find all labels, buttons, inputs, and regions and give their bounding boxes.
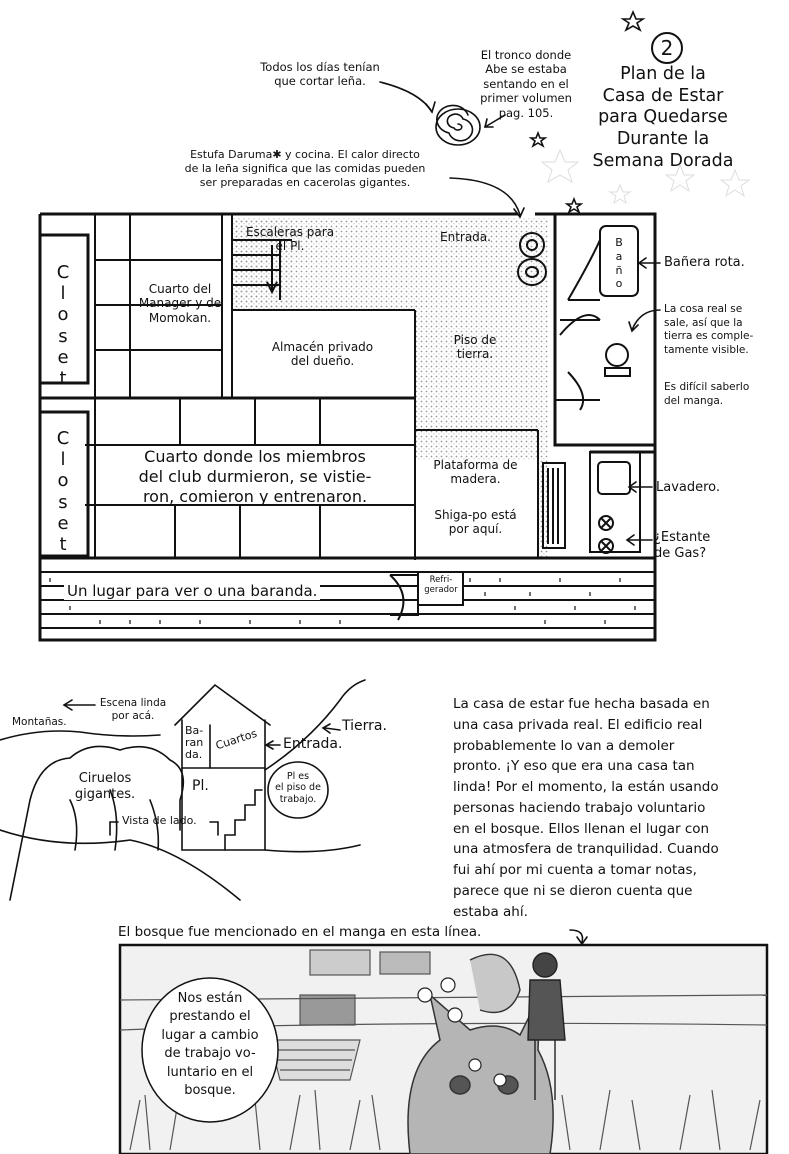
pl-note: Pl es el piso de trabajo. — [275, 771, 321, 805]
platform-label: Plataforma de madera. — [433, 458, 518, 487]
log-note: El tronco donde Abe se estaba sentando en el primer volumen pag. 105. — [480, 48, 572, 120]
laundry-label: Lavadero. — [656, 480, 721, 495]
speech-bubble-text: Nos están prestando el lugar a cambio de trabajo vo- luntario en el bosque. — [161, 991, 259, 1099]
mountains-label: Montañas. — [12, 716, 67, 728]
stove-note: Estufa Daruma✱ y cocina. El calor directo de la leña significa que las comidas pueden ser preparadas en cacerolas gigantes. — [184, 148, 426, 189]
ground-label: Tierra. — [342, 718, 387, 734]
fridge-label: Refri- gerador — [424, 575, 458, 596]
storage-label: Almacén privado del dueño. — [271, 340, 374, 369]
description-text: La casa de estar fue hecha basada en una casa privada real. El edificio real probablemente lo van a demoler pronto. ¡Y eso que era una casa tan linda! Por el momento, la están usando personas haciendo trabajo voluntario en el bosque. Ellos llenan el lugar con una atmosfera de tranquilidad. Cuando fui ahí por mi cuenta a tomar notas, parece que ni se dieron cuenta que estaba ahí. — [453, 696, 719, 920]
side-veranda-label: Ba- ran da. — [185, 724, 204, 762]
entrance-label: Entrada. — [440, 230, 491, 244]
side-view-caption: Vista de lado. — [122, 814, 197, 827]
club-room-label: Cuarto donde los miembros del club durmieron, se vistie- ron, comieron y entrenaron. — [138, 447, 372, 506]
manager-room-label: Cuarto del Manager y de Momokan. — [138, 282, 222, 325]
wood-chopping-note: Todos los días tenían que cortar leña. — [260, 60, 380, 88]
toilet-note: La cosa real se sale, así que la tierra es comple- tamente visible. — [664, 303, 754, 356]
bath-label: B a ñ o — [615, 236, 623, 291]
nice-scene-label: Escena linda por acá. — [99, 697, 167, 722]
page-title: Plan de la Casa de Estar para Quedarse Durante la Semana Dorada — [592, 64, 734, 171]
side-entrance-label: Entrada. — [283, 736, 343, 752]
manga-caption: El bosque fue mencionado en el manga en esta línea. — [118, 924, 482, 940]
shiga-here-label: Shiga-po está por aquí. — [434, 508, 517, 537]
veranda-label: Un lugar para ver o una baranda. — [64, 582, 320, 600]
page-number-circle: 2 — [651, 32, 683, 64]
closet-label-bottom: C l o s e t — [56, 428, 70, 556]
gas-shelf-label: ¿Estante de Gas? — [654, 530, 711, 561]
dirt-floor-label: Piso de tierra. — [453, 333, 497, 362]
rooms-label: Cuartos — [214, 726, 259, 753]
giant-plums-label: Ciruelos gigantes. — [74, 771, 136, 802]
stairs-label: Escaleras para el Pl. — [245, 225, 335, 254]
hard-to-know-note: Es difícil saberlo del manga. — [664, 381, 750, 407]
broken-tub-label: Bañera rota. — [664, 255, 745, 270]
pl-label: Pl. — [192, 778, 209, 794]
closet-label-top: C l o s e t — [56, 262, 70, 390]
